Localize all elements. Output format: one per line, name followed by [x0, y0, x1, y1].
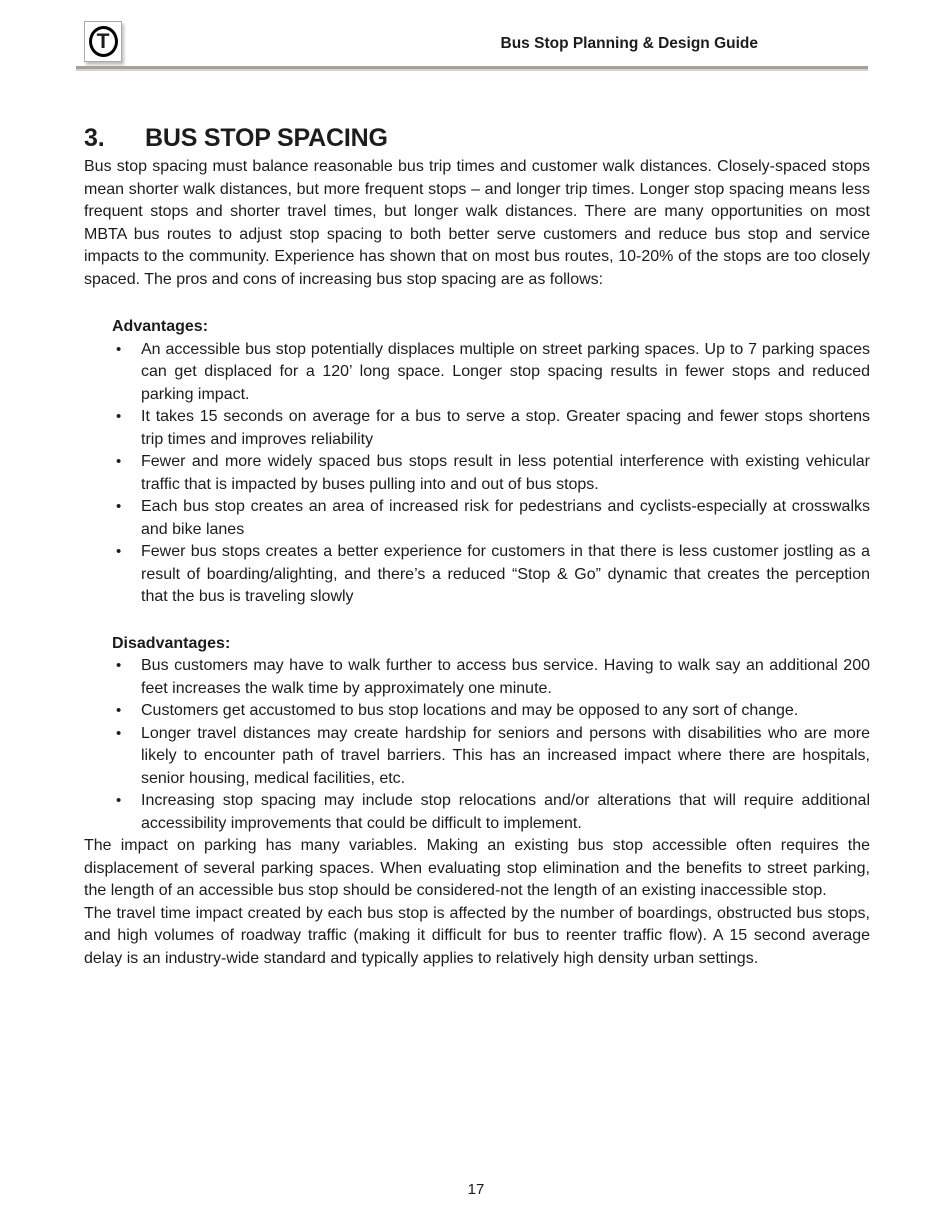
- advantages-section: [84, 316, 870, 609]
- list-item-text: Fewer bus stops creates a better experience for customers in that there is less customer jostling as a result of boarding/alighting, and there’s a reduced “Stop & Go” dynamic that creates the perception that the bus is traveling slowly: [141, 543, 870, 605]
- disadvantages-heading: Disadvantages:: [112, 634, 231, 652]
- bullet-icon: •: [116, 498, 122, 515]
- section-title-text: BUS STOP SPACING: [145, 124, 388, 152]
- section-title: [84, 120, 870, 156]
- list-item: [84, 496, 870, 541]
- list-item-text: Customers get accustomed to bus stop locations and may be opposed to any sort of change.: [141, 702, 799, 719]
- page-number: 17: [467, 1181, 485, 1198]
- mbta-logo: [84, 21, 122, 62]
- bullet-icon: •: [116, 724, 122, 742]
- list-item: [84, 723, 870, 791]
- list-item-text: Each bus stop creates an area of increased risk for pedestrians and cyclists-especially at crosswalks and bike lanes: [141, 498, 870, 538]
- t-logo-letter: T: [96, 29, 110, 53]
- list-item: [84, 541, 870, 609]
- bullet-icon: •: [116, 702, 122, 719]
- bullet-icon: •: [116, 340, 122, 358]
- bullet-icon: •: [116, 657, 122, 674]
- list-item: [84, 700, 870, 723]
- bullet-icon: •: [116, 453, 122, 470]
- section-number: 3.: [84, 124, 105, 152]
- list-item: [84, 406, 870, 451]
- travel-time-paragraph: The travel time impact created by each bus stop is affected by the number of boardings, obstructed bus stops, and high volumes of roadway traffic (making it difficult for bus to reenter traffic flow). A 15 second average delay is an industry-wide standard and typically applies to relatively high density urban settings.: [84, 904, 870, 967]
- disadvantages-section: [84, 633, 870, 836]
- list-item: [84, 339, 870, 407]
- bullet-icon: •: [116, 792, 122, 809]
- t-logo-icon: [89, 26, 118, 57]
- list-item-text: Longer travel distances may create hardship for seniors and persons with disabilities who are more likely to encounter path of travel barriers. This has an increased impact where there are hospitals, senior housing, medical facilities, etc.: [141, 724, 870, 787]
- list-item-text: It takes 15 seconds on average for a bus to serve a stop. Greater spacing and fewer stops shortens trip times and improves reliability: [141, 408, 870, 448]
- header-divider: [76, 66, 868, 71]
- list-item-text: Fewer and more widely spaced bus stops result in less potential interference with existing vehicular traffic that is impacted by buses pulling into and out of bus stops.: [141, 453, 870, 493]
- bullet-icon: •: [116, 408, 122, 425]
- list-item-text: Increasing stop spacing may include stop relocations and/or alterations that will require additional accessibility improvements that could be difficult to implement.: [141, 792, 870, 832]
- list-item: [84, 451, 870, 496]
- list-item-text: Bus customers may have to walk further to access bus service. Having to walk say an additional 200 feet increases the walk time by approximately one minute.: [141, 657, 870, 697]
- header-title: Bus Stop Planning & Design Guide: [500, 35, 758, 52]
- intro-paragraph: Bus stop spacing must balance reasonable bus trip times and customer walk distances. Closely-spaced stops mean shorter walk distances, but more frequent stops – and longer trip times. Longer stop spacing means less frequent stops and shorter travel times, but longer walk distances. There are many opportunities on most MBTA bus routes to adjust stop spacing to both better serve customers and reduce bus stop and service impacts to the community. Experience has shown that on most bus routes, 10-20% of the stops are too closely spaced. The pros and cons of increasing bus stop spacing are as follows:: [84, 158, 870, 288]
- list-item: [84, 655, 870, 700]
- disadvantages-list: [84, 655, 870, 835]
- list-item: [84, 790, 870, 835]
- parking-impact-paragraph: The impact on parking has many variables. Making an existing bus stop accessible often requires the displacement of several parking spaces. When evaluating stop elimination and the benefits to street parking, the length of an accessible bus stop should be considered-not the length of an existing inaccessible stop.: [84, 837, 870, 899]
- list-item-text: An accessible bus stop potentially displaces multiple on street parking spaces. Up to 7 parking spaces can get displaced for a 120’ long space. Longer stop spacing results in fewer stops and reduced parking impact.: [141, 340, 870, 403]
- bullet-icon: •: [116, 543, 122, 560]
- advantages-list: [84, 339, 870, 609]
- page-content: [84, 120, 870, 970]
- advantages-heading: Advantages:: [112, 318, 209, 335]
